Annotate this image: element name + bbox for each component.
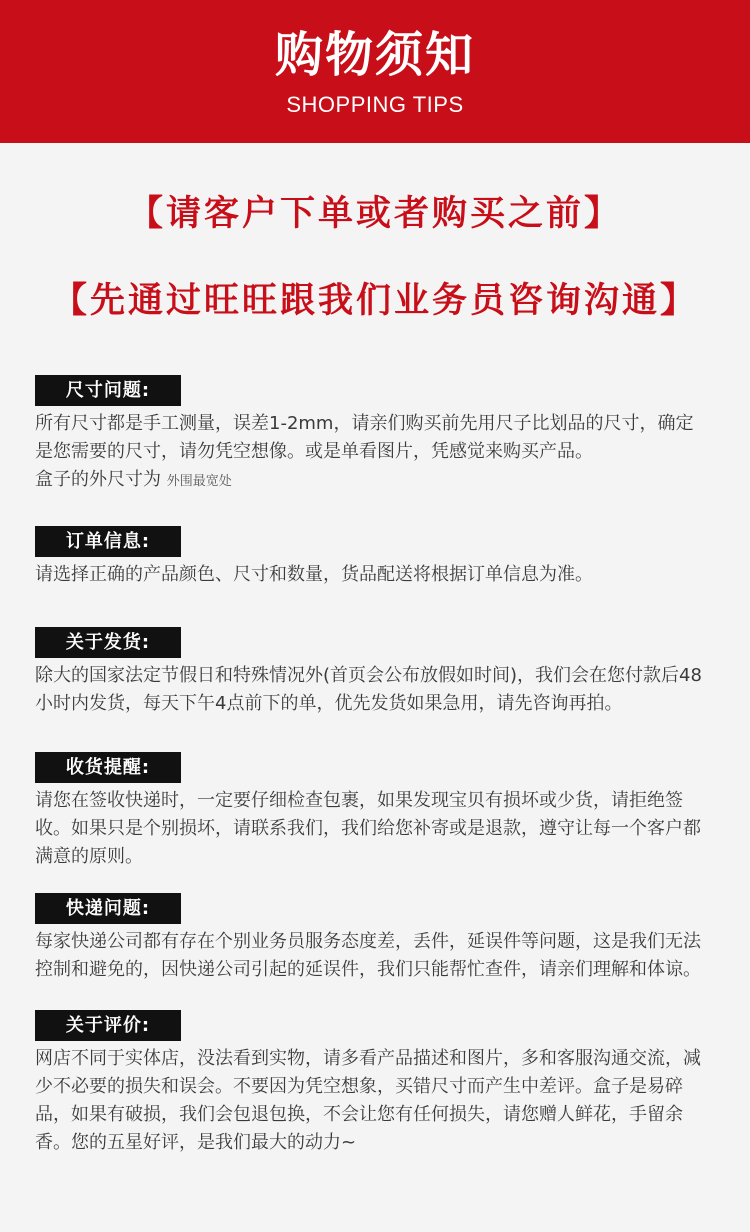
section-shipping (0, 627, 750, 718)
size-extra-line (35, 466, 710, 496)
size-extra: 盒子的外尺寸为 (35, 469, 161, 490)
section-order (0, 526, 750, 589)
section-courier (0, 893, 750, 984)
tips-sections (0, 375, 750, 1157)
section-size (0, 375, 750, 496)
section-receipt (0, 752, 750, 871)
section-tag-size: 尺寸问题: (35, 375, 181, 406)
section-text-order: 请选择正确的产品颜色、尺寸和数量，货品配送将根据订单信息为准。 (35, 564, 593, 585)
notice-line-1: 【请客户下单或者购买之前】 (127, 194, 622, 234)
section-tag-review: 关于评价: (35, 1010, 181, 1041)
section-tag-courier: 快递问题: (35, 893, 181, 924)
section-text-receipt: 请您在签收快递时，一定要仔细检查包裹，如果发现宝贝有损坏或少货，请拒绝签收。如果只是个别损坏，请联系我们，我们给您补寄或是退款，遵守让每一个客户都满意的原则。 (35, 790, 701, 867)
page-subtitle: SHOPPING TIPS (286, 92, 464, 117)
section-review (0, 1010, 750, 1157)
size-extra-small: 外围最宽处 (166, 474, 232, 489)
section-tag-receipt: 收货提醒: (35, 752, 181, 783)
section-tag-order: 订单信息: (35, 526, 181, 557)
size-text: 所有尺寸都是手工测量，误差1-2mm，请亲们购买前先用尺子比划品的尺寸，确定是您需要的尺寸，请勿凭空想像。或是单看图片，凭感觉来购买产品。 (35, 413, 694, 462)
page-title: 购物须知 (274, 27, 475, 83)
notice-line-2: 【先通过旺旺跟我们业务员咨询沟通】 (51, 281, 698, 321)
section-text-shipping: 除大的国家法定节假日和特殊情况外(首页会公布放假如时间)，我们会在您付款后48小时内发货，每天下午4点前下的单，优先发货如果急用，请先咨询再拍。 (35, 665, 702, 714)
section-text-size (35, 410, 710, 496)
section-tag-shipping: 关于发货: (35, 627, 181, 658)
section-text-courier: 每家快递公司都有存在个别业务员服务态度差，丢件，延误件等问题，这是我们无法控制和避免的，因快递公司引起的延误件，我们只能帮忙查件，请亲们理解和体谅。 (35, 931, 701, 980)
header-banner (0, 0, 750, 143)
section-text-review: 网店不同于实体店，没法看到实物，请多看产品描述和图片，多和客服沟通交流，减少不必要的损失和误会。不要因为凭空想象，买错尺寸而产生中差评。盒子是易碎品，如果有破损，我们会包退包换，不会让您有任何损失，请您赠人鲜花，手留余香。您的五星好评，是我们最大的动力~ (35, 1048, 701, 1153)
